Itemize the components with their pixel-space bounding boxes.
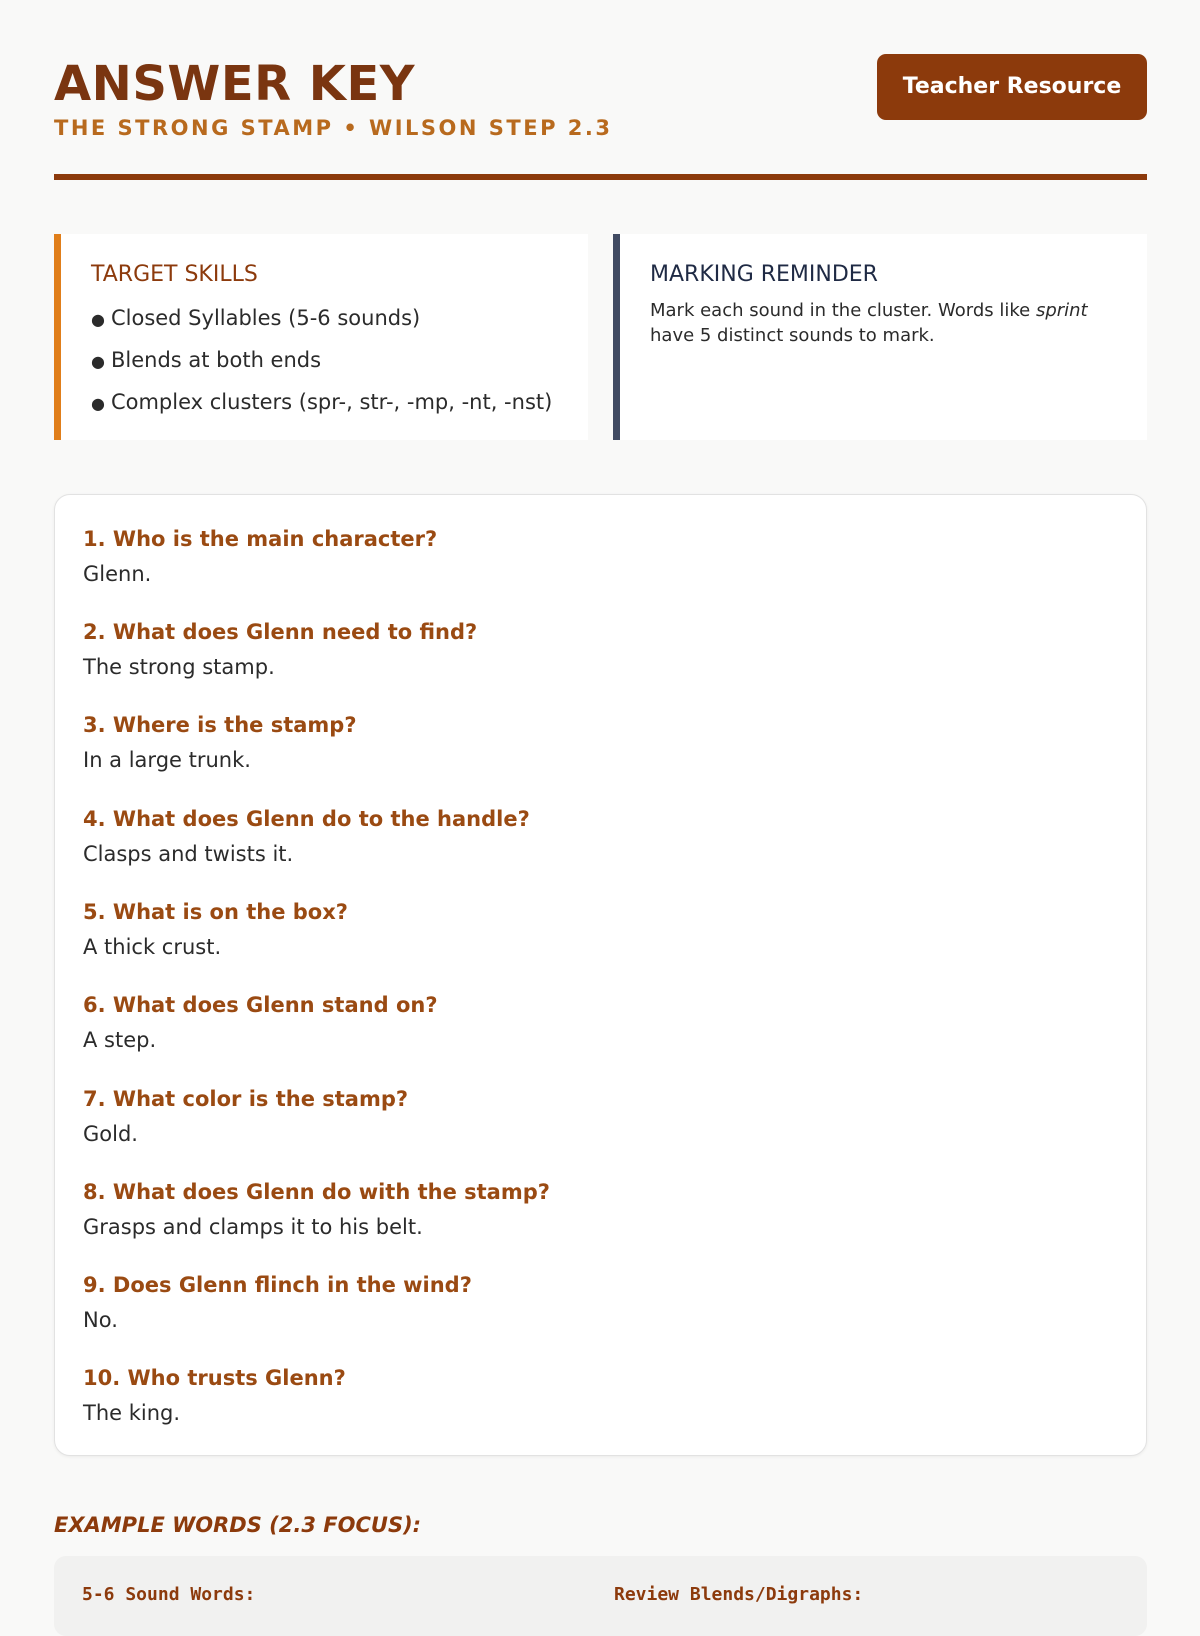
- qa-item: [83, 1178, 1083, 1242]
- skill-item-label: Complex clusters (spr-, str-, -mp, -nt, -nst): [110, 390, 553, 414]
- sound-words-label: 5-6 Sound Words:: [82, 1584, 256, 1605]
- answer-text: A thick crust.: [83, 935, 222, 959]
- question-text: 8. What does Glenn do with the stamp?: [83, 1180, 550, 1204]
- example-words-heading: EXAMPLE WORDS (2.3 FOCUS):: [54, 1513, 422, 1537]
- question-text: 1. Who is the main character?: [83, 527, 438, 551]
- question-text: 6. What does Glenn stand on?: [83, 993, 438, 1017]
- bullet-icon: ●: [91, 352, 105, 371]
- question-text: 7. What color is the stamp?: [83, 1087, 409, 1111]
- qa-item: [83, 898, 1083, 962]
- question-text: 5. What is on the box?: [83, 900, 348, 924]
- page-title: ANSWER KEY: [54, 56, 416, 112]
- reminder-text-part: Mark each sound in the cluster. Words like: [650, 300, 1036, 321]
- answer-text: The king.: [83, 1401, 181, 1425]
- reminder-text-part: have 5 distinct sounds to mark.: [650, 325, 935, 346]
- page-header: [54, 56, 1147, 180]
- teacher-resource-button[interactable]: Teacher Resource: [877, 54, 1147, 120]
- qa-item: [83, 525, 1083, 589]
- skill-item: [91, 340, 558, 382]
- bullet-icon: ●: [91, 394, 105, 413]
- target-skills-card: [54, 234, 588, 440]
- skill-item-label: Closed Syllables (5-6 sounds): [110, 306, 421, 330]
- question-text: 3. Where is the stamp?: [83, 713, 357, 737]
- answer-text: Clasps and twists it.: [83, 842, 294, 866]
- target-skills-heading: TARGET SKILLS: [91, 262, 258, 287]
- skill-item: [91, 382, 558, 424]
- qa-item: [83, 711, 1083, 775]
- question-text: 4. What does Glenn do to the handle?: [83, 807, 530, 831]
- qa-item: [83, 991, 1083, 1055]
- marking-reminder-card: [613, 234, 1147, 440]
- skill-item: [91, 298, 558, 340]
- answer-text: Glenn.: [83, 562, 152, 586]
- qa-item: [83, 805, 1083, 869]
- reminder-example-word: sprint: [1035, 300, 1088, 321]
- qa-item: [83, 1364, 1083, 1428]
- qa-item: [83, 1085, 1083, 1149]
- answer-text: Gold.: [83, 1122, 138, 1146]
- bullet-icon: ●: [91, 310, 105, 329]
- qa-item: [83, 618, 1083, 682]
- marking-reminder-text: [650, 298, 1117, 348]
- example-words-box: [54, 1556, 1147, 1636]
- skill-item-label: Blends at both ends: [110, 348, 322, 372]
- review-blends-label: Review Blends/Digraphs:: [614, 1584, 864, 1605]
- answer-text: A step.: [83, 1028, 157, 1052]
- header-divider: [54, 174, 1147, 180]
- answer-text: Grasps and clamps it to his belt.: [83, 1215, 423, 1239]
- qa-item: [83, 1271, 1083, 1335]
- answer-text: The strong stamp.: [83, 655, 275, 679]
- question-text: 2. What does Glenn need to find?: [83, 620, 478, 644]
- questions-answers-card: [54, 494, 1147, 1456]
- question-text: 9. Does Glenn flinch in the wind?: [83, 1273, 472, 1297]
- answer-text: No.: [83, 1308, 118, 1332]
- page-subtitle: THE STRONG STAMP • WILSON STEP 2.3: [54, 116, 613, 140]
- marking-reminder-heading: MARKING REMINDER: [650, 262, 878, 287]
- answer-text: In a large trunk.: [83, 748, 251, 772]
- question-text: 10. Who trusts Glenn?: [83, 1366, 346, 1390]
- target-skills-list: [91, 298, 558, 424]
